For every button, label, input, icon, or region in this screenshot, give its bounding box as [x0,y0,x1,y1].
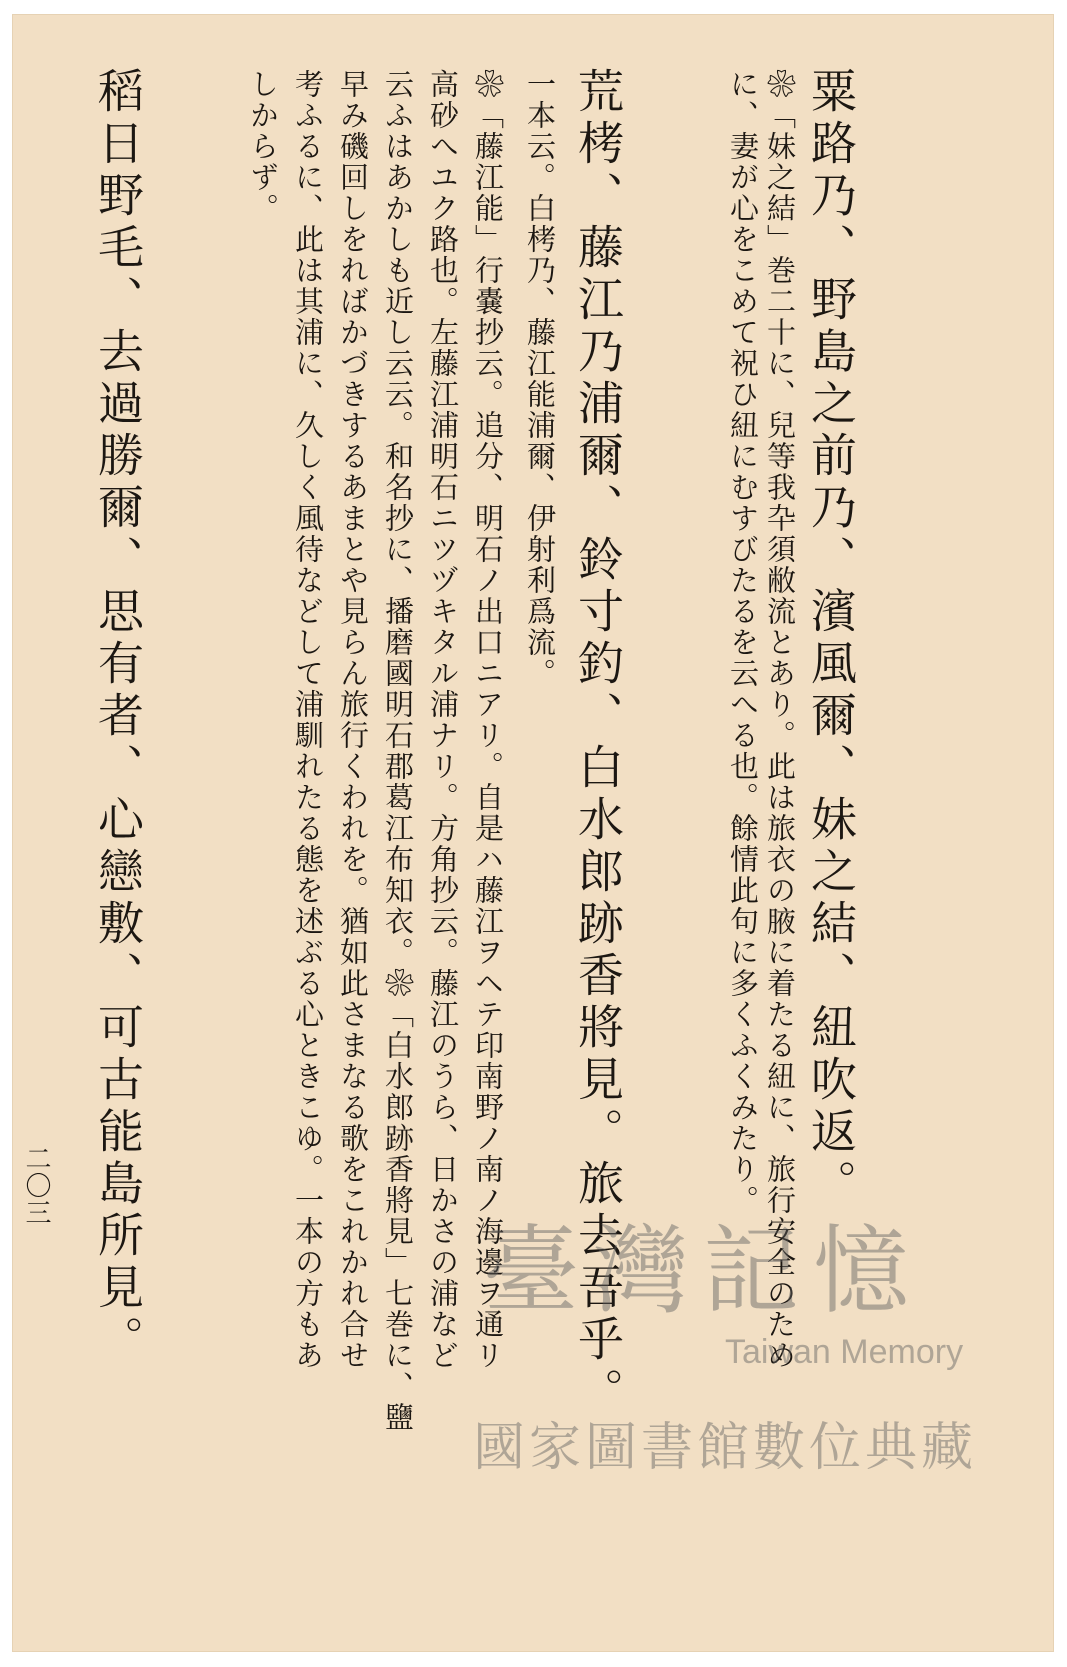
commentary-line: 早み磯回しをればかづきするあまとや見らん旅行くわれを。猶如此さまなる歌をこれかれ合せ [336,69,370,1371]
variant-text-line: 一本云。白栲乃、藤江能浦爾、伊射利爲流。 [523,69,557,689]
commentary-line: に、妻が心をこめて祝ひ紐にむすびたるを云へる也。餘情此句に多くふくみたり。 [726,69,760,1216]
watermark-library-name: 國家圖書館數位典藏 [473,1418,978,1478]
commentary-line: ❀「妹之結」巻二十に、兒等我卆須敝流とあり。此は旅衣の腋に着たる紐に、旅行安全のため [763,69,797,1371]
watermark-subtitle: Taiwan Memory [725,1333,964,1371]
poem-line-1: 粟路乃、野島之前乃、濱風爾、妹之結、紐吹返。 [804,67,858,1211]
book-page [12,14,1054,1652]
watermark-title: 臺灣記憶 [483,1215,923,1327]
commentary-line: ❀「藤江能」行嚢抄云。追分、明石ノ出口ニアリ。自是ハ藤江ヲヘテ印南野ノ南ノ海邊ヲ通リ [471,69,505,1371]
commentary-line: 云ふはあかしも近し云云。和名抄に、播磨國明石郡葛江布知衣。❀「白水郎跡香將見」七巻に、鹽 [381,69,415,1433]
watermark [473,1195,1033,1645]
page-number: 二〇三 [21,1145,51,1226]
commentary-line: 高砂へユク路也。左藤江浦明石ニツヅキタル浦ナリ。方角抄云。藤江のうら、日かさの浦など [426,69,460,1371]
commentary-line: 考ふるに、此は其浦に、久しく風待などして浦馴れたる態を述ぶる心ときこゆ。一本の方もあ [291,69,325,1371]
poem-line-3: 稻日野毛、去過勝爾、思有者、心戀敷、可古能島所見。 [91,67,145,1367]
commentary-line: しからず。 [246,69,280,224]
poem-line-2: 荒栲、藤江乃浦爾、鈴寸釣、白水郎跡香將見。旅去吾乎。 [571,67,625,1419]
